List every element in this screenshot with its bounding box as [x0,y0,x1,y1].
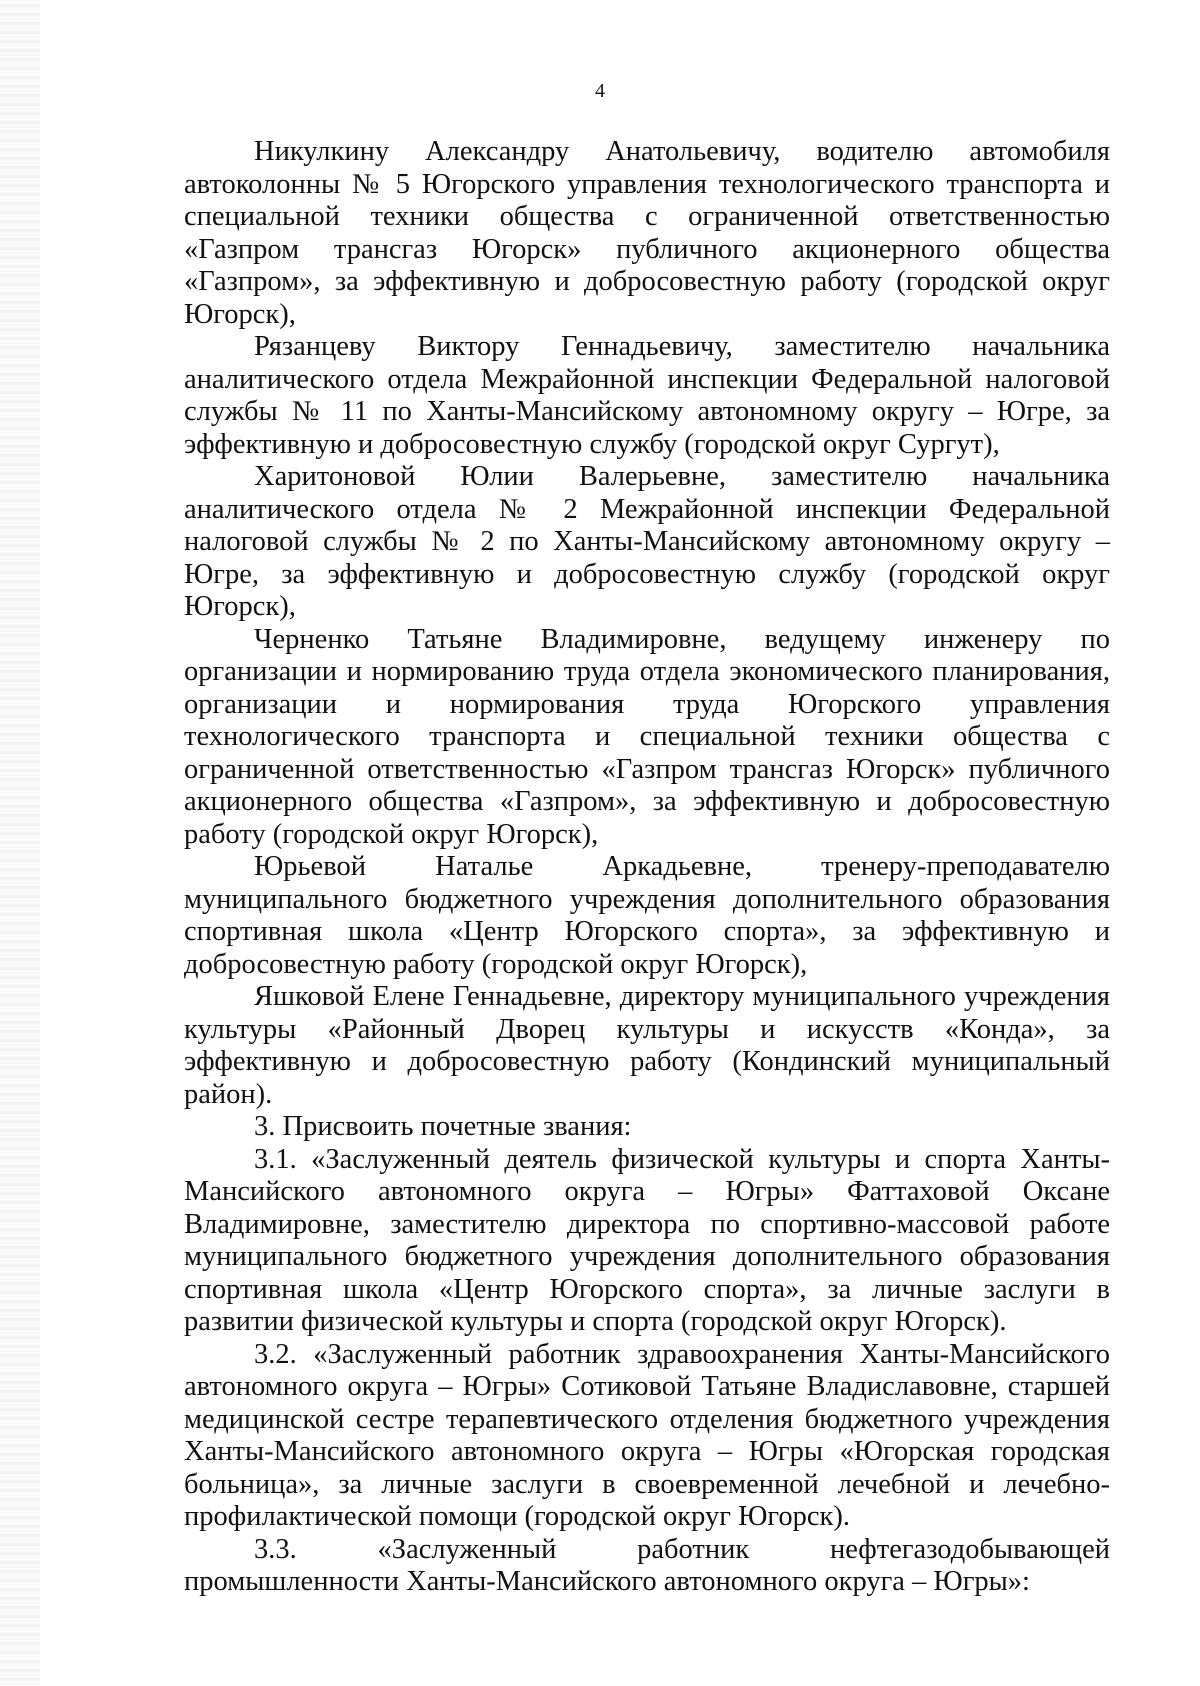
paragraph-yashkova: Яшковой Елене Геннадьевне, директору муниципального учреждения культуры «Районный Дворец культуры и искусств «Конда», за эффективную и добросовестную работу (Кондинский муниципальный район). [184,981,1110,1110]
paragraph-kharitonova: Харитоновой Юлии Валерьевне, заместителю начальника аналитического отдела № 2 Межрайонной инспекции Федеральной налоговой службы № 2 по Ханты-Мансийскому автономному округу – Югре, за эффективную и добросовестную службу (городской округ Югорск), [184,461,1110,622]
paragraph-nikulkin: Никулкину Александру Анатольевичу, водителю автомобиля автоколонны № 5 Югорского управления технологического транспорта и специальной техники общества с ограниченной ответственностью «Газпром трансгаз Югорск» публичного акционерного общества «Газпром», за эффективную и добросовестную работу (городской округ Югорск), [184,136,1110,330]
paragraph-chernenko: Черненко Татьяне Владимировне, ведущему инженеру по организации и нормированию труда отдела экономического планирования, организации и нормирования труда Югорского управления технологического транспорта и специальной техники общества с ограниченной ответственностью «Газпром трансгаз Югорск» публичного акционерного общества «Газпром», за эффективную и добросовестную работу (городской округ Югорск), [184,623,1110,850]
scan-edge-artifact [0,0,40,1686]
paragraph-section-3-2: 3.2. «Заслуженный работник здравоохранения Ханты-Мансийского автономного округа – Югры» Сотиковой Татьяне Владиславовне, старшей медицинской сестре терапевтического отделения бюджетного учреждения Ханты-Мансийского автономного округа – Югры «Югорская городская больница», за личные заслуги в своевременной лечебной и лечебно-профилактической помощи (городской округ Югорск). [184,1338,1110,1532]
paragraph-yurieva: Юрьевой Наталье Аркадьевне, тренеру-преподавателю муниципального бюджетного учреждения дополнительного образования спортивная школа «Центр Югорского спорта», за эффективную и добросовестную работу (городской округ Югорск), [184,851,1110,980]
paragraph-section-3-heading: 3. Присвоить почетные звания: [254,1111,632,1142]
document-body [184,136,1110,1599]
paragraph-section-3-1: 3.1. «Заслуженный деятель физической культуры и спорта Ханты-Мансийского автономного округа – Югры» Фаттаховой Оксане Владимировне, заместителю директора по спортивно-массовой работе муниципального бюджетного учреждения дополнительного образования спортивная школа «Центр Югорского спорта», за личные заслуги в развитии физической культуры и спорта (городской округ Югорск). [184,1143,1110,1337]
page-number: 4 [595,80,605,102]
paragraph-section-3-3: 3.3. «Заслуженный работник нефтегазодобывающей промышленности Ханты-Мансийского автономного округа – Югры»: [184,1533,1110,1597]
paragraph-ryazantsev: Рязанцеву Виктору Геннадьевичу, заместителю начальника аналитического отдела Межрайонной инспекции Федеральной налоговой службы № 11 по Ханты-Мансийскому автономному округу – Югре, за эффективную и добросовестную службу (городской округ Сургут), [184,331,1110,460]
